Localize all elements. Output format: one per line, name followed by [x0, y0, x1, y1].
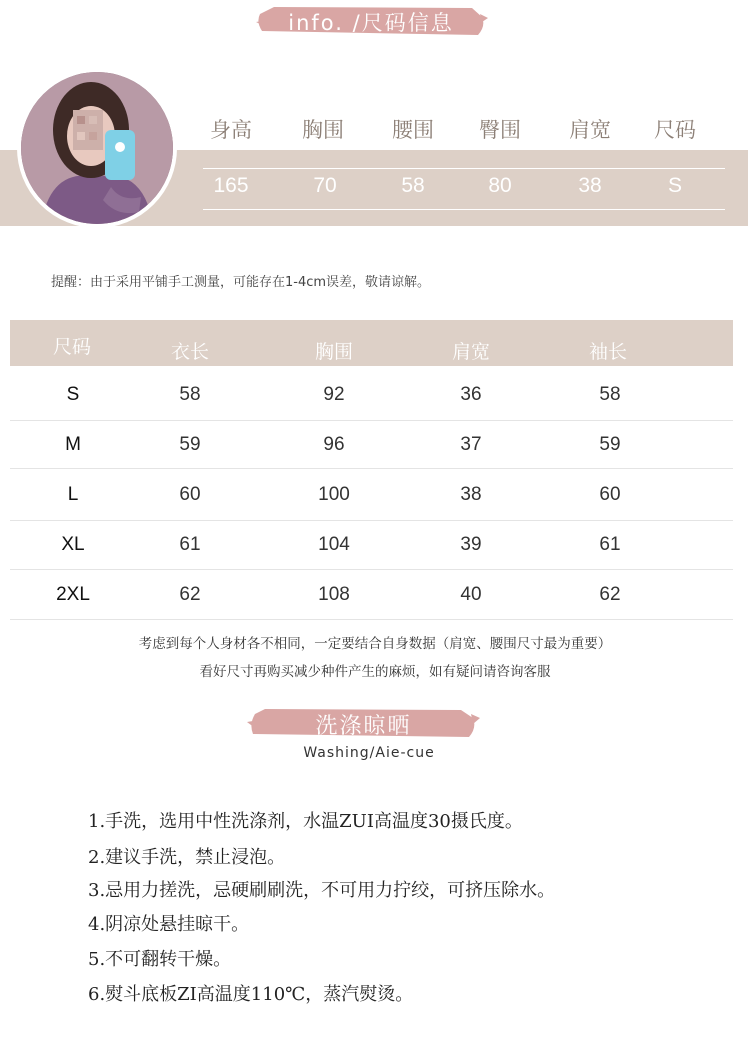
table-cell-length: 62 [179, 584, 201, 605]
info-value-hip: 80 [488, 174, 512, 197]
table-row-divider [10, 619, 733, 620]
wash-subtitle: Washing/Aie-cue [303, 745, 435, 761]
info-value-size: S [667, 174, 682, 197]
model-photo-placeholder [21, 72, 173, 224]
table-cell-size: S [66, 384, 80, 405]
fit-tip-line-1: 考虑到每个人身材各不相同，一定要结合自身数据（肩宽、腰围尺寸最为重要） [138, 636, 612, 652]
info-header-hip: 臀围 [479, 118, 521, 142]
wash-banner [247, 706, 480, 742]
table-cell-shoulder: 40 [460, 584, 482, 605]
info-header-height: 身高 [210, 118, 252, 142]
table-cell-length: 60 [179, 484, 201, 505]
table-row-divider [10, 520, 733, 521]
table-cell-sleeve: 61 [599, 534, 621, 555]
info-divider-top [203, 168, 725, 169]
table-cell-sleeve: 58 [599, 384, 621, 405]
table-cell-sleeve: 62 [599, 584, 621, 605]
table-cell-bust: 100 [318, 484, 350, 505]
table-cell-bust: 108 [318, 584, 350, 605]
info-banner [254, 4, 488, 40]
care-item: 5.不可翻转干燥。 [88, 949, 232, 970]
table-cell-bust: 96 [323, 434, 345, 455]
table-cell-size: L [67, 484, 79, 505]
info-value-height: 165 [213, 174, 249, 197]
model-avatar [17, 68, 177, 228]
table-cell-size: 2XL [56, 584, 90, 605]
table-header-length: 衣长 [170, 341, 209, 363]
info-value-shoulder: 38 [578, 174, 602, 197]
fit-tip-line-2: 看好尺寸再购买减少种件产生的麻烦，如有疑问请咨询客服 [199, 664, 551, 680]
info-header-shoulder: 肩宽 [569, 118, 611, 142]
table-cell-sleeve: 59 [599, 434, 621, 455]
table-cell-shoulder: 38 [460, 484, 482, 505]
table-cell-shoulder: 37 [460, 434, 482, 455]
info-header-bust: 胸围 [302, 118, 344, 142]
care-item: 1.手洗，选用中性洗涤剂，水温ZUI高温度30摄氏度。 [88, 811, 523, 832]
table-cell-sleeve: 60 [599, 484, 621, 505]
care-item: 2.建议手洗，禁止浸泡。 [88, 847, 286, 868]
table-row-divider [10, 468, 733, 469]
table-cell-length: 58 [179, 384, 201, 405]
table-cell-length: 59 [179, 434, 201, 455]
table-header-size: 尺码 [52, 336, 91, 358]
table-row-divider [10, 569, 733, 570]
care-item: 4.阴凉处悬挂晾干。 [88, 914, 250, 935]
table-cell-length: 61 [179, 534, 201, 555]
info-banner-text: info. /尺码信息 [288, 11, 454, 35]
table-header-shoulder: 肩宽 [451, 341, 490, 363]
table-cell-shoulder: 36 [460, 384, 482, 405]
table-header-bust: 胸围 [314, 341, 353, 363]
table-row-divider [10, 420, 733, 421]
wash-banner-text: 洗涤晾晒 [315, 713, 412, 739]
info-divider-bottom [203, 209, 725, 210]
info-value-waist: 58 [401, 174, 425, 197]
table-cell-size: M [65, 434, 81, 455]
info-header-waist: 腰围 [392, 118, 434, 142]
measurement-note: 提醒：由于采用平铺手工测量，可能存在1-4cm误差，敬请谅解。 [51, 275, 431, 290]
info-header-size: 尺码 [654, 118, 696, 142]
table-cell-size: XL [61, 534, 85, 555]
info-value-bust: 70 [313, 174, 337, 197]
care-item: 6.熨斗底板ZI高温度110℃，蒸汽熨烫。 [88, 984, 414, 1005]
table-header-sleeve: 袖长 [588, 341, 627, 363]
table-cell-bust: 104 [318, 534, 350, 555]
table-cell-shoulder: 39 [460, 534, 482, 555]
care-item: 3.忌用力搓洗，忌硬刷刷洗，不可用力拧绞，可挤压除水。 [88, 880, 556, 901]
table-cell-bust: 92 [323, 384, 345, 405]
